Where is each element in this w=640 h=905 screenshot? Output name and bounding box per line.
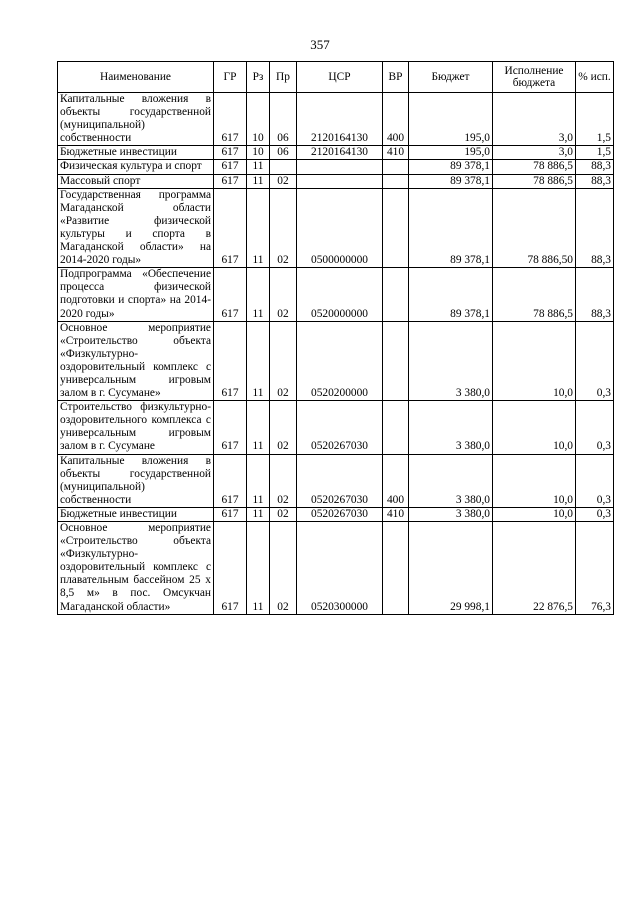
cell-vr	[383, 268, 409, 321]
cell-execution: 22 876,5	[493, 522, 576, 615]
cell-gr: 617	[214, 146, 247, 160]
table-row	[58, 522, 614, 615]
cell-gr: 617	[214, 522, 247, 615]
cell-name: Основное мероприятие «Строительство объекта «Физкультурно-оздоровительный комплекс с плавательным бассейном 25 х 8,5 м» в пос. Омсукчан Магаданской области»	[58, 522, 214, 615]
header-budget: Бюджет	[409, 62, 493, 93]
cell-pr: 02	[270, 507, 297, 521]
cell-gr: 617	[214, 188, 247, 268]
cell-gr: 617	[214, 454, 247, 507]
table-row	[58, 454, 614, 507]
cell-budget: 29 998,1	[409, 522, 493, 615]
cell-name: Капитальные вложения в объекты государственной (муниципальной) собственности	[58, 454, 214, 507]
cell-pr: 02	[270, 454, 297, 507]
table-row	[58, 160, 614, 174]
cell-gr: 617	[214, 321, 247, 401]
table-row	[58, 507, 614, 521]
cell-csr: 0520267030	[297, 507, 383, 521]
cell-csr: 0520000000	[297, 268, 383, 321]
table-row	[58, 268, 614, 321]
cell-gr: 617	[214, 160, 247, 174]
cell-name: Капитальные вложения в объекты государственной (муниципальной) собственности	[58, 93, 214, 146]
cell-budget: 89 378,1	[409, 188, 493, 268]
header-name: Наименование	[58, 62, 214, 93]
cell-execution: 78 886,50	[493, 188, 576, 268]
table-row	[58, 174, 614, 188]
table-row	[58, 401, 614, 454]
cell-pr: 02	[270, 188, 297, 268]
cell-percent: 76,3	[576, 522, 614, 615]
cell-percent: 1,5	[576, 146, 614, 160]
cell-gr: 617	[214, 401, 247, 454]
cell-pr: 02	[270, 174, 297, 188]
cell-name: Строительство физкультурно-оздоровительного комплекса с универсальным игровым залом в г. Сусумане	[58, 401, 214, 454]
cell-execution: 78 886,5	[493, 174, 576, 188]
cell-csr	[297, 160, 383, 174]
table-row	[58, 93, 614, 146]
cell-vr: 410	[383, 146, 409, 160]
header-gr: ГР	[214, 62, 247, 93]
cell-vr	[383, 188, 409, 268]
cell-rz: 11	[247, 401, 270, 454]
cell-csr: 2120164130	[297, 93, 383, 146]
cell-name: Основное мероприятие «Строительство объекта «Физкультурно-оздоровительный комплекс с универсальным игровым залом в г. Сусумане»	[58, 321, 214, 401]
cell-budget: 89 378,1	[409, 174, 493, 188]
cell-rz: 10	[247, 146, 270, 160]
cell-percent: 88,3	[576, 188, 614, 268]
cell-execution: 10,0	[493, 401, 576, 454]
header-execution: Исполнение бюджета	[493, 62, 576, 93]
cell-csr: 2120164130	[297, 146, 383, 160]
cell-percent: 0,3	[576, 454, 614, 507]
cell-vr	[383, 522, 409, 615]
cell-gr: 617	[214, 268, 247, 321]
cell-name: Подпрограмма «Обеспечение процесса физической подготовки и спорта» на 2014-2020 годы»	[58, 268, 214, 321]
table-header-row	[58, 62, 614, 93]
cell-name: Государственная программа Магаданской области «Развитие физической культуры и спорта в Магаданской области» на 2014-2020 годы»	[58, 188, 214, 268]
cell-percent: 0,3	[576, 321, 614, 401]
cell-execution: 78 886,5	[493, 160, 576, 174]
cell-budget: 89 378,1	[409, 160, 493, 174]
cell-csr: 0500000000	[297, 188, 383, 268]
cell-csr	[297, 174, 383, 188]
cell-percent: 88,3	[576, 268, 614, 321]
header-csr: ЦСР	[297, 62, 383, 93]
cell-rz: 11	[247, 321, 270, 401]
cell-rz: 11	[247, 454, 270, 507]
cell-execution: 3,0	[493, 146, 576, 160]
cell-csr: 0520200000	[297, 321, 383, 401]
cell-budget: 3 380,0	[409, 321, 493, 401]
cell-rz: 11	[247, 174, 270, 188]
cell-budget: 3 380,0	[409, 507, 493, 521]
cell-gr: 617	[214, 93, 247, 146]
cell-pr: 02	[270, 268, 297, 321]
cell-pr: 06	[270, 146, 297, 160]
cell-csr: 0520267030	[297, 454, 383, 507]
cell-rz: 10	[247, 93, 270, 146]
cell-execution: 78 886,5	[493, 268, 576, 321]
table-row	[58, 188, 614, 268]
cell-execution: 10,0	[493, 321, 576, 401]
cell-vr: 410	[383, 507, 409, 521]
header-percent: % исп.	[576, 62, 614, 93]
cell-percent: 88,3	[576, 174, 614, 188]
cell-pr: 06	[270, 93, 297, 146]
cell-percent: 1,5	[576, 93, 614, 146]
cell-pr: 02	[270, 401, 297, 454]
cell-rz: 11	[247, 160, 270, 174]
cell-execution: 10,0	[493, 507, 576, 521]
cell-rz: 11	[247, 188, 270, 268]
header-vr: ВР	[383, 62, 409, 93]
header-pr: Пр	[270, 62, 297, 93]
cell-csr: 0520267030	[297, 401, 383, 454]
budget-table	[57, 61, 614, 615]
cell-vr: 400	[383, 454, 409, 507]
cell-execution: 3,0	[493, 93, 576, 146]
cell-name: Массовый спорт	[58, 174, 214, 188]
cell-percent: 0,3	[576, 401, 614, 454]
cell-pr: 02	[270, 321, 297, 401]
cell-name: Бюджетные инвестиции	[58, 507, 214, 521]
table-row	[58, 321, 614, 401]
cell-rz: 11	[247, 507, 270, 521]
cell-vr	[383, 174, 409, 188]
cell-vr: 400	[383, 93, 409, 146]
cell-percent: 0,3	[576, 507, 614, 521]
page-number: 357	[310, 37, 330, 52]
table-row	[58, 146, 614, 160]
cell-pr: 02	[270, 522, 297, 615]
cell-gr: 617	[214, 507, 247, 521]
cell-rz: 11	[247, 268, 270, 321]
cell-pr	[270, 160, 297, 174]
cell-budget: 3 380,0	[409, 454, 493, 507]
cell-csr: 0520300000	[297, 522, 383, 615]
cell-budget: 3 380,0	[409, 401, 493, 454]
cell-percent: 88,3	[576, 160, 614, 174]
cell-vr	[383, 321, 409, 401]
header-rz: Рз	[247, 62, 270, 93]
cell-budget: 195,0	[409, 146, 493, 160]
cell-name: Бюджетные инвестиции	[58, 146, 214, 160]
cell-rz: 11	[247, 522, 270, 615]
cell-budget: 195,0	[409, 93, 493, 146]
cell-execution: 10,0	[493, 454, 576, 507]
cell-vr	[383, 401, 409, 454]
cell-budget: 89 378,1	[409, 268, 493, 321]
cell-gr: 617	[214, 174, 247, 188]
cell-name: Физическая культура и спорт	[58, 160, 214, 174]
cell-vr	[383, 160, 409, 174]
